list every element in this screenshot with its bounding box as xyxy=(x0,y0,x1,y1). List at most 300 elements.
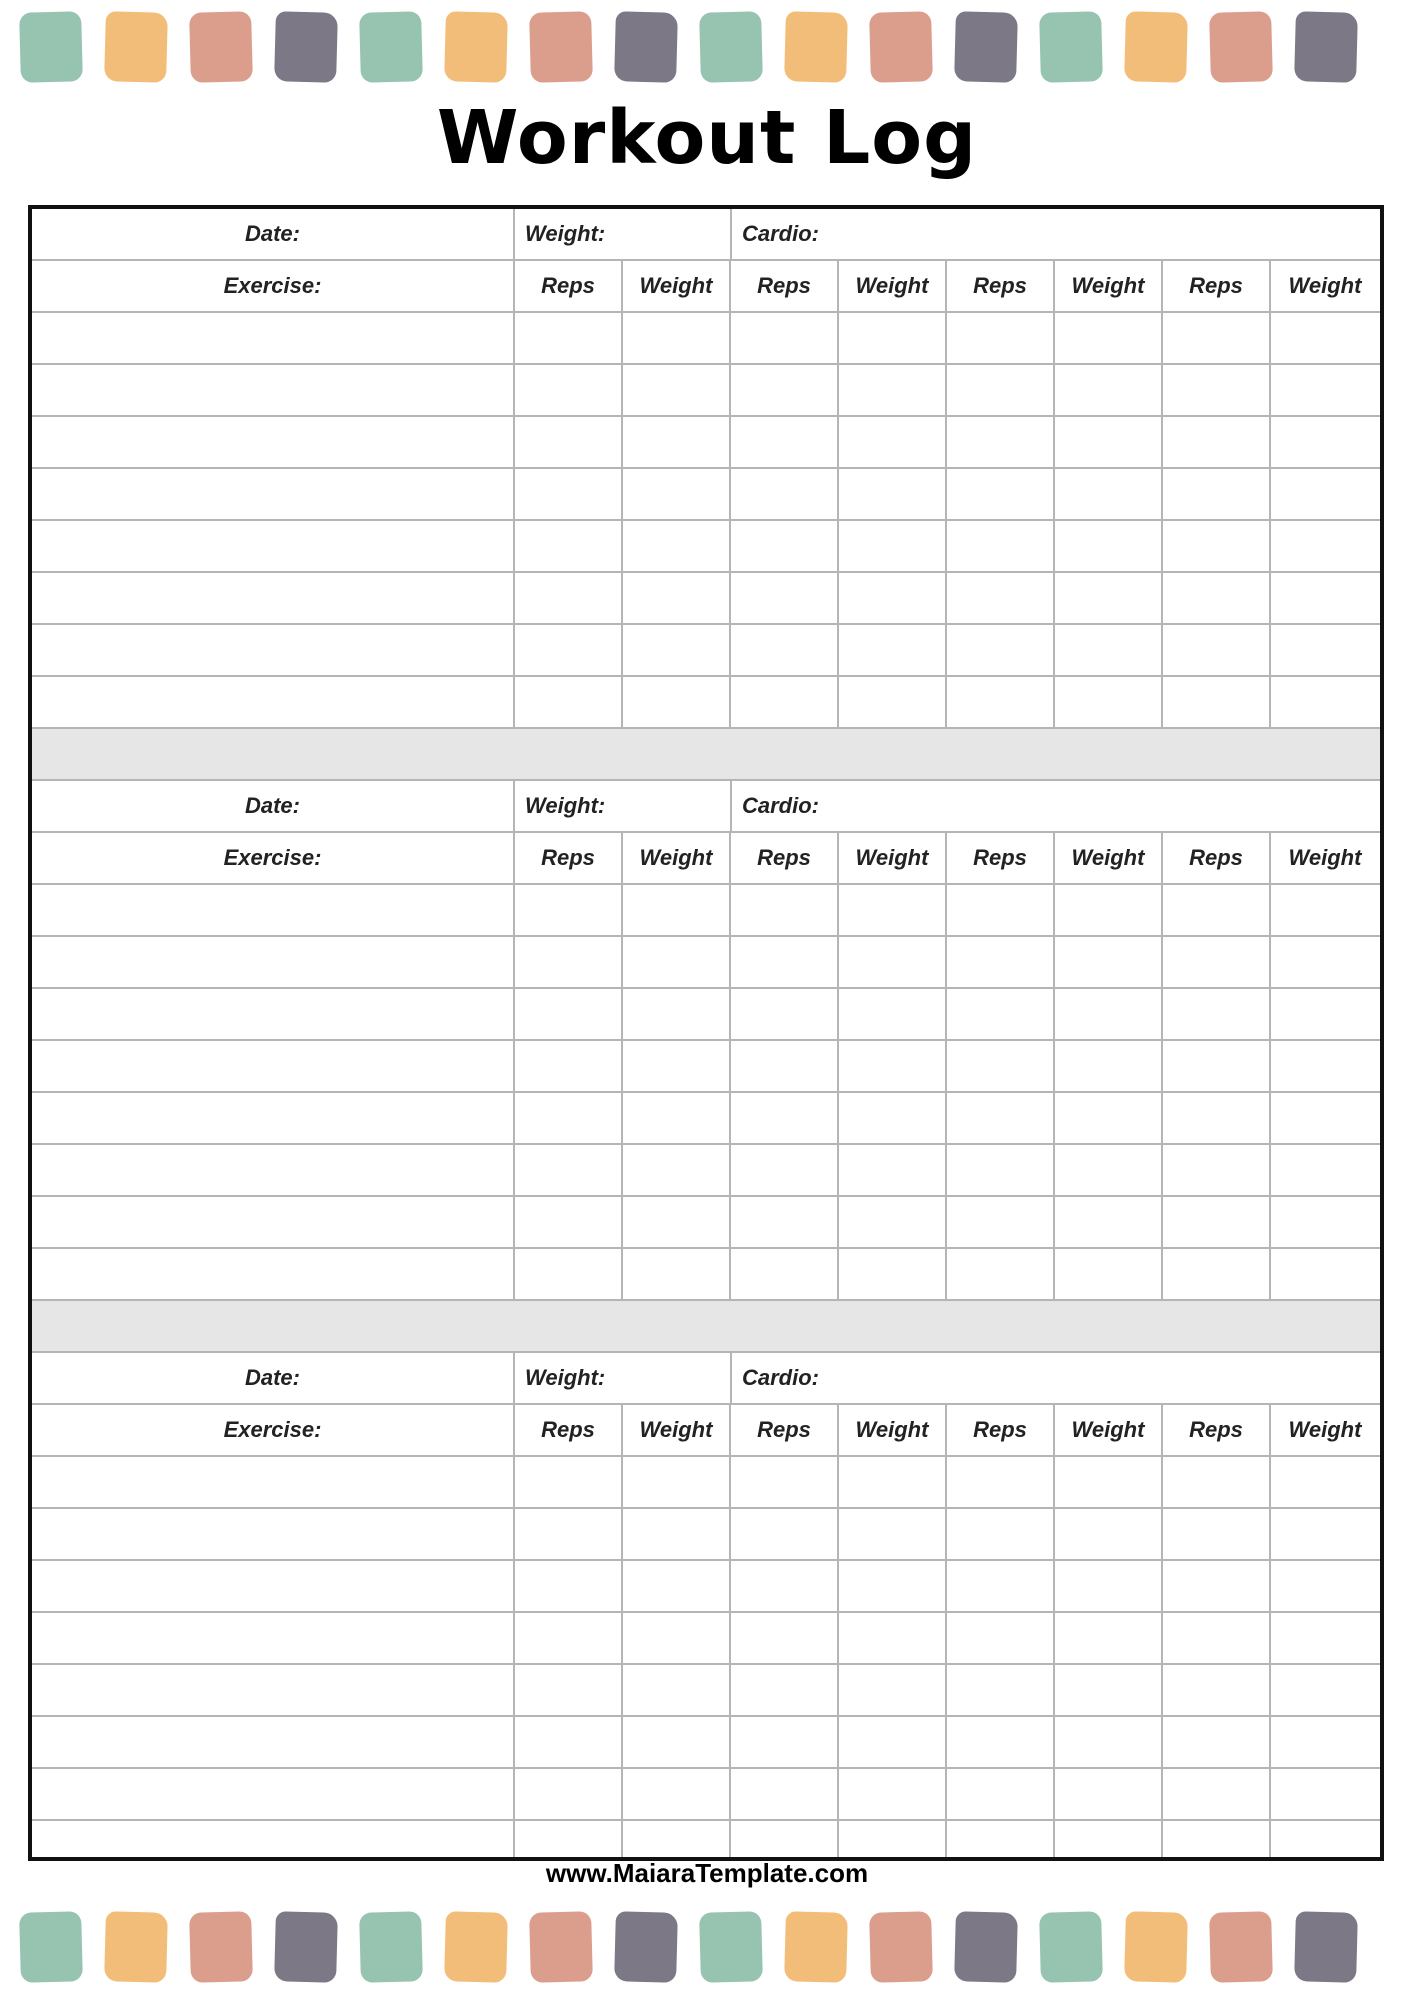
color-swatch xyxy=(274,1911,338,1983)
reps-cell[interactable] xyxy=(731,573,839,623)
reps-cell[interactable] xyxy=(947,625,1055,675)
weight-cell[interactable] xyxy=(1055,469,1163,519)
reps-cell[interactable] xyxy=(731,365,839,415)
reps-cell[interactable] xyxy=(731,677,839,727)
weight-cell[interactable] xyxy=(623,677,731,727)
reps-cell[interactable] xyxy=(947,313,1055,363)
reps-cell[interactable] xyxy=(1163,1041,1271,1091)
reps-header: Reps xyxy=(947,833,1055,883)
exercise-name-cell[interactable] xyxy=(32,365,515,415)
exercise-name-cell[interactable] xyxy=(32,1717,515,1767)
exercise-entry-row xyxy=(32,1145,1380,1197)
reps-cell[interactable] xyxy=(515,937,623,987)
reps-cell[interactable] xyxy=(731,1665,839,1715)
reps-cell[interactable] xyxy=(1163,885,1271,935)
weight-header: Weight xyxy=(623,833,731,883)
reps-cell[interactable] xyxy=(515,1561,623,1611)
reps-cell[interactable] xyxy=(515,677,623,727)
workout-log-table xyxy=(28,205,1384,1861)
weight-cell[interactable] xyxy=(1271,1197,1379,1247)
color-swatch xyxy=(699,1911,763,1983)
reps-cell[interactable] xyxy=(1163,1093,1271,1143)
reps-cell[interactable] xyxy=(515,1717,623,1767)
cardio-field[interactable]: Cardio: xyxy=(742,793,819,818)
reps-cell[interactable] xyxy=(515,1665,623,1715)
exercise-name-cell[interactable] xyxy=(32,1509,515,1559)
exercise-name-cell[interactable] xyxy=(32,1613,515,1663)
reps-cell[interactable] xyxy=(731,469,839,519)
weight-cell[interactable] xyxy=(839,1093,947,1143)
weight-cell[interactable] xyxy=(623,573,731,623)
reps-cell[interactable] xyxy=(1163,1717,1271,1767)
reps-cell[interactable] xyxy=(1163,365,1271,415)
reps-cell[interactable] xyxy=(1163,573,1271,623)
color-swatch xyxy=(359,1911,423,1983)
weight-cell[interactable] xyxy=(839,417,947,467)
weight-cell[interactable] xyxy=(1271,625,1379,675)
weight-cell[interactable] xyxy=(1055,417,1163,467)
weight-cell[interactable] xyxy=(1271,1509,1379,1559)
reps-cell[interactable] xyxy=(515,885,623,935)
weight-cell[interactable] xyxy=(839,573,947,623)
weight-header: Weight xyxy=(623,1405,731,1455)
reps-cell[interactable] xyxy=(947,1665,1055,1715)
reps-cell[interactable] xyxy=(1163,313,1271,363)
exercise-entry-row xyxy=(32,573,1380,625)
color-swatch xyxy=(1124,1911,1188,1983)
exercise-name-cell[interactable] xyxy=(32,1821,515,1861)
color-swatch xyxy=(444,1911,508,1983)
exercise-name-cell[interactable] xyxy=(32,1041,515,1091)
exercise-name-cell[interactable] xyxy=(32,1093,515,1143)
weight-cell[interactable] xyxy=(1271,1041,1379,1091)
exercise-name-cell[interactable] xyxy=(32,1249,515,1299)
weight-cell[interactable] xyxy=(839,937,947,987)
weight-cell[interactable] xyxy=(1271,1093,1379,1143)
exercise-entry-row xyxy=(32,1041,1380,1093)
exercise-name-cell[interactable] xyxy=(32,1145,515,1195)
reps-cell[interactable] xyxy=(947,1821,1055,1861)
weight-cell[interactable] xyxy=(1271,313,1379,363)
weight-cell[interactable] xyxy=(623,937,731,987)
color-swatch xyxy=(954,11,1018,83)
exercise-header: Exercise: xyxy=(32,833,515,883)
weight-cell[interactable] xyxy=(1055,1561,1163,1611)
reps-cell[interactable] xyxy=(731,1561,839,1611)
reps-cell[interactable] xyxy=(1163,1769,1271,1819)
color-swatch xyxy=(614,11,678,83)
weight-cell[interactable] xyxy=(1271,1717,1379,1767)
weight-cell[interactable] xyxy=(839,885,947,935)
color-swatch xyxy=(784,1911,848,1983)
weight-cell[interactable] xyxy=(1055,1613,1163,1663)
reps-cell[interactable] xyxy=(1163,1613,1271,1663)
weight-cell[interactable] xyxy=(623,1717,731,1767)
reps-header: Reps xyxy=(1163,833,1271,883)
reps-header: Reps xyxy=(947,261,1055,311)
weight-header: Weight xyxy=(1288,845,1362,870)
weight-cell[interactable] xyxy=(1271,1249,1379,1299)
reps-cell[interactable] xyxy=(731,625,839,675)
reps-cell[interactable] xyxy=(731,417,839,467)
weight-cell[interactable] xyxy=(623,1093,731,1143)
reps-cell[interactable] xyxy=(731,1457,839,1507)
exercise-entry-row xyxy=(32,677,1380,729)
weight-cell[interactable] xyxy=(839,1717,947,1767)
reps-cell[interactable] xyxy=(731,1197,839,1247)
reps-cell[interactable] xyxy=(1163,469,1271,519)
reps-header: Reps xyxy=(515,1405,623,1455)
reps-cell[interactable] xyxy=(731,1249,839,1299)
weight-cell[interactable] xyxy=(623,521,731,571)
weight-cell[interactable] xyxy=(1271,1561,1379,1611)
weight-cell[interactable] xyxy=(1271,469,1379,519)
color-swatch xyxy=(104,11,168,83)
exercise-name-cell[interactable] xyxy=(32,573,515,623)
exercise-entry-row xyxy=(32,1249,1380,1301)
color-swatch xyxy=(614,1911,678,1983)
weight-header: Weight xyxy=(1055,261,1163,311)
exercise-entry-row xyxy=(32,989,1380,1041)
exercise-entry-row xyxy=(32,1197,1380,1249)
exercise-entry-row xyxy=(32,469,1380,521)
reps-cell[interactable] xyxy=(1163,417,1271,467)
weight-cell[interactable] xyxy=(1055,1249,1163,1299)
reps-cell[interactable] xyxy=(947,937,1055,987)
cardio-field[interactable]: Cardio: xyxy=(742,1365,819,1390)
exercise-name-cell[interactable] xyxy=(32,521,515,571)
reps-cell[interactable] xyxy=(515,1145,623,1195)
weight-cell[interactable] xyxy=(623,417,731,467)
date-field[interactable]: Date: xyxy=(32,781,515,831)
weight-cell[interactable] xyxy=(1055,365,1163,415)
reps-cell[interactable] xyxy=(731,1041,839,1091)
reps-cell[interactable] xyxy=(1163,937,1271,987)
weight-cell[interactable] xyxy=(1271,885,1379,935)
weight-cell[interactable] xyxy=(1055,1665,1163,1715)
reps-cell[interactable] xyxy=(947,1561,1055,1611)
weight-cell[interactable] xyxy=(623,625,731,675)
weight-cell[interactable] xyxy=(623,1613,731,1663)
color-swatch xyxy=(1039,11,1103,83)
reps-cell[interactable] xyxy=(515,417,623,467)
exercise-entry-row xyxy=(32,313,1380,365)
weight-cell[interactable] xyxy=(1271,1821,1379,1861)
reps-cell[interactable] xyxy=(947,1613,1055,1663)
reps-cell[interactable] xyxy=(731,937,839,987)
exercise-header-row xyxy=(32,261,1380,313)
reps-cell[interactable] xyxy=(1163,1665,1271,1715)
weight-cell[interactable] xyxy=(1271,1665,1379,1715)
reps-cell[interactable] xyxy=(515,313,623,363)
reps-cell[interactable] xyxy=(947,365,1055,415)
bodyweight-field[interactable]: Weight: xyxy=(515,209,732,259)
weight-cell[interactable] xyxy=(1271,1769,1379,1819)
exercise-entry-row xyxy=(32,1561,1380,1613)
weight-cell[interactable] xyxy=(1271,989,1379,1039)
bodyweight-field[interactable]: Weight: xyxy=(515,781,732,831)
reps-cell[interactable] xyxy=(731,1145,839,1195)
weight-cell[interactable] xyxy=(1055,625,1163,675)
weight-cell[interactable] xyxy=(1271,521,1379,571)
reps-header: Reps xyxy=(731,1405,839,1455)
weight-cell[interactable] xyxy=(623,1561,731,1611)
reps-cell[interactable] xyxy=(1163,1457,1271,1507)
exercise-name-cell[interactable] xyxy=(32,417,515,467)
reps-cell[interactable] xyxy=(1163,1145,1271,1195)
reps-cell[interactable] xyxy=(947,573,1055,623)
weight-cell[interactable] xyxy=(1055,1145,1163,1195)
reps-cell[interactable] xyxy=(1163,521,1271,571)
weight-cell[interactable] xyxy=(1271,417,1379,467)
reps-cell[interactable] xyxy=(515,1093,623,1143)
reps-cell[interactable] xyxy=(947,1093,1055,1143)
reps-cell[interactable] xyxy=(947,521,1055,571)
section-separator xyxy=(32,1301,1380,1353)
color-swatch xyxy=(359,11,423,83)
weight-cell[interactable] xyxy=(1055,1041,1163,1091)
reps-cell[interactable] xyxy=(515,1769,623,1819)
weight-cell[interactable] xyxy=(623,1457,731,1507)
reps-cell[interactable] xyxy=(515,625,623,675)
weight-cell[interactable] xyxy=(1055,1197,1163,1247)
weight-cell[interactable] xyxy=(1055,1821,1163,1861)
reps-cell[interactable] xyxy=(947,1197,1055,1247)
weight-cell[interactable] xyxy=(623,1249,731,1299)
reps-cell[interactable] xyxy=(515,1613,623,1663)
weight-cell[interactable] xyxy=(623,1509,731,1559)
weight-cell[interactable] xyxy=(839,1509,947,1559)
weight-cell[interactable] xyxy=(1055,1093,1163,1143)
reps-cell[interactable] xyxy=(1163,677,1271,727)
reps-cell[interactable] xyxy=(1163,1821,1271,1861)
weight-cell[interactable] xyxy=(623,1665,731,1715)
weight-cell[interactable] xyxy=(623,1821,731,1861)
color-swatch xyxy=(1209,1911,1273,1983)
reps-cell[interactable] xyxy=(1163,1561,1271,1611)
reps-cell[interactable] xyxy=(731,1717,839,1767)
weight-cell[interactable] xyxy=(839,1665,947,1715)
reps-cell[interactable] xyxy=(1163,1197,1271,1247)
reps-cell[interactable] xyxy=(515,989,623,1039)
weight-cell[interactable] xyxy=(1055,1769,1163,1819)
reps-cell[interactable] xyxy=(731,1821,839,1861)
weight-cell[interactable] xyxy=(1055,521,1163,571)
reps-cell[interactable] xyxy=(515,1457,623,1507)
exercise-header: Exercise: xyxy=(32,1405,515,1455)
weight-cell[interactable] xyxy=(839,521,947,571)
weight-cell[interactable] xyxy=(623,989,731,1039)
reps-cell[interactable] xyxy=(731,1509,839,1559)
reps-cell[interactable] xyxy=(515,365,623,415)
weight-cell[interactable] xyxy=(1055,313,1163,363)
weight-cell[interactable] xyxy=(1271,1457,1379,1507)
reps-cell[interactable] xyxy=(515,1509,623,1559)
weight-cell[interactable] xyxy=(1055,1457,1163,1507)
exercise-entry-row xyxy=(32,1457,1380,1509)
exercise-name-cell[interactable] xyxy=(32,1457,515,1507)
weight-cell[interactable] xyxy=(623,365,731,415)
exercise-name-cell[interactable] xyxy=(32,469,515,519)
exercise-name-cell[interactable] xyxy=(32,989,515,1039)
weight-cell[interactable] xyxy=(1055,885,1163,935)
exercise-name-cell[interactable] xyxy=(32,1769,515,1819)
reps-cell[interactable] xyxy=(947,1769,1055,1819)
weight-cell[interactable] xyxy=(839,1561,947,1611)
reps-cell[interactable] xyxy=(947,1249,1055,1299)
weight-cell[interactable] xyxy=(1055,573,1163,623)
reps-cell[interactable] xyxy=(947,989,1055,1039)
color-swatch xyxy=(274,11,338,83)
weight-header: Weight xyxy=(839,261,947,311)
reps-cell[interactable] xyxy=(731,1769,839,1819)
weight-header: Weight xyxy=(1055,1405,1163,1455)
exercise-entry-row xyxy=(32,521,1380,573)
weight-cell[interactable] xyxy=(839,365,947,415)
weight-cell[interactable] xyxy=(1055,1717,1163,1767)
reps-cell[interactable] xyxy=(731,1613,839,1663)
weight-cell[interactable] xyxy=(839,1145,947,1195)
reps-cell[interactable] xyxy=(731,885,839,935)
weight-cell[interactable] xyxy=(839,625,947,675)
weight-cell[interactable] xyxy=(1055,989,1163,1039)
color-swatch xyxy=(1124,11,1188,83)
color-swatch xyxy=(189,11,253,83)
reps-cell[interactable] xyxy=(515,1197,623,1247)
weight-cell[interactable] xyxy=(839,469,947,519)
color-swatch xyxy=(699,11,763,83)
reps-cell[interactable] xyxy=(515,573,623,623)
reps-cell[interactable] xyxy=(731,989,839,1039)
color-swatch xyxy=(19,11,83,83)
reps-cell[interactable] xyxy=(1163,989,1271,1039)
reps-header: Reps xyxy=(947,1405,1055,1455)
weight-cell[interactable] xyxy=(623,1197,731,1247)
weight-cell[interactable] xyxy=(839,1457,947,1507)
weight-cell[interactable] xyxy=(839,1769,947,1819)
weight-cell[interactable] xyxy=(623,469,731,519)
weight-cell[interactable] xyxy=(839,1249,947,1299)
weight-cell[interactable] xyxy=(1271,1613,1379,1663)
weight-cell[interactable] xyxy=(1271,937,1379,987)
weight-cell[interactable] xyxy=(623,885,731,935)
exercise-entry-row xyxy=(32,1093,1380,1145)
date-field[interactable]: Date: xyxy=(32,209,515,259)
exercise-name-cell[interactable] xyxy=(32,313,515,363)
reps-cell[interactable] xyxy=(947,417,1055,467)
footer-url: www.MaiaraTemplate.com xyxy=(545,1858,869,1888)
exercise-header: Exercise: xyxy=(32,261,515,311)
exercise-entry-row xyxy=(32,937,1380,989)
reps-cell[interactable] xyxy=(731,313,839,363)
weight-cell[interactable] xyxy=(1271,365,1379,415)
reps-cell[interactable] xyxy=(947,1717,1055,1767)
reps-header: Reps xyxy=(731,833,839,883)
exercise-name-cell[interactable] xyxy=(32,1561,515,1611)
weight-cell[interactable] xyxy=(1271,1145,1379,1195)
reps-cell[interactable] xyxy=(947,1145,1055,1195)
exercise-entry-row xyxy=(32,1821,1380,1861)
reps-cell[interactable] xyxy=(947,677,1055,727)
weight-cell[interactable] xyxy=(623,1769,731,1819)
weight-cell[interactable] xyxy=(623,313,731,363)
reps-cell[interactable] xyxy=(1163,1509,1271,1559)
color-swatch xyxy=(954,1911,1018,1983)
exercise-entry-row xyxy=(32,1717,1380,1769)
exercise-name-cell[interactable] xyxy=(32,1665,515,1715)
weight-cell[interactable] xyxy=(839,313,947,363)
exercise-entry-row xyxy=(32,417,1380,469)
reps-cell[interactable] xyxy=(515,521,623,571)
top-swatch-border xyxy=(20,12,1357,82)
exercise-name-cell[interactable] xyxy=(32,885,515,935)
weight-cell[interactable] xyxy=(623,1041,731,1091)
reps-cell[interactable] xyxy=(731,521,839,571)
reps-cell[interactable] xyxy=(515,469,623,519)
exercise-entry-row xyxy=(32,625,1380,677)
weight-cell[interactable] xyxy=(839,1821,947,1861)
reps-cell[interactable] xyxy=(515,1041,623,1091)
reps-cell[interactable] xyxy=(515,1821,623,1861)
exercise-entry-row xyxy=(32,1665,1380,1717)
page-title: Workout Log xyxy=(436,95,978,181)
reps-cell[interactable] xyxy=(731,1093,839,1143)
weight-cell[interactable] xyxy=(623,1145,731,1195)
reps-cell[interactable] xyxy=(947,1457,1055,1507)
exercise-name-cell[interactable] xyxy=(32,937,515,987)
exercise-name-cell[interactable] xyxy=(32,1197,515,1247)
date-field[interactable]: Date: xyxy=(32,1353,515,1403)
reps-header: Reps xyxy=(731,261,839,311)
weight-cell[interactable] xyxy=(839,1613,947,1663)
exercise-header-row xyxy=(32,833,1380,885)
reps-header: Reps xyxy=(515,261,623,311)
reps-header: Reps xyxy=(1163,261,1271,311)
cardio-field[interactable]: Cardio: xyxy=(742,221,819,246)
reps-cell[interactable] xyxy=(515,1249,623,1299)
weight-cell[interactable] xyxy=(839,1197,947,1247)
reps-cell[interactable] xyxy=(947,1509,1055,1559)
session-info-row xyxy=(32,209,1380,261)
weight-cell[interactable] xyxy=(1271,677,1379,727)
weight-cell[interactable] xyxy=(839,1041,947,1091)
exercise-name-cell[interactable] xyxy=(32,625,515,675)
reps-cell[interactable] xyxy=(947,885,1055,935)
reps-cell[interactable] xyxy=(947,1041,1055,1091)
color-swatch xyxy=(1294,1911,1358,1983)
bodyweight-field[interactable]: Weight: xyxy=(515,1353,732,1403)
exercise-header-row xyxy=(32,1405,1380,1457)
reps-cell[interactable] xyxy=(947,469,1055,519)
weight-header: Weight xyxy=(1288,1417,1362,1442)
bottom-swatch-border xyxy=(20,1912,1357,1982)
weight-cell[interactable] xyxy=(839,677,947,727)
weight-cell[interactable] xyxy=(1055,677,1163,727)
weight-cell[interactable] xyxy=(1271,573,1379,623)
weight-cell[interactable] xyxy=(1055,1509,1163,1559)
exercise-name-cell[interactable] xyxy=(32,677,515,727)
weight-cell[interactable] xyxy=(839,989,947,1039)
section-separator xyxy=(32,729,1380,781)
exercise-entry-row xyxy=(32,885,1380,937)
weight-cell[interactable] xyxy=(1055,937,1163,987)
color-swatch xyxy=(1209,11,1273,83)
reps-cell[interactable] xyxy=(1163,1249,1271,1299)
exercise-entry-row xyxy=(32,1769,1380,1821)
weight-header: Weight xyxy=(1055,833,1163,883)
reps-cell[interactable] xyxy=(1163,625,1271,675)
color-swatch xyxy=(1294,11,1358,83)
